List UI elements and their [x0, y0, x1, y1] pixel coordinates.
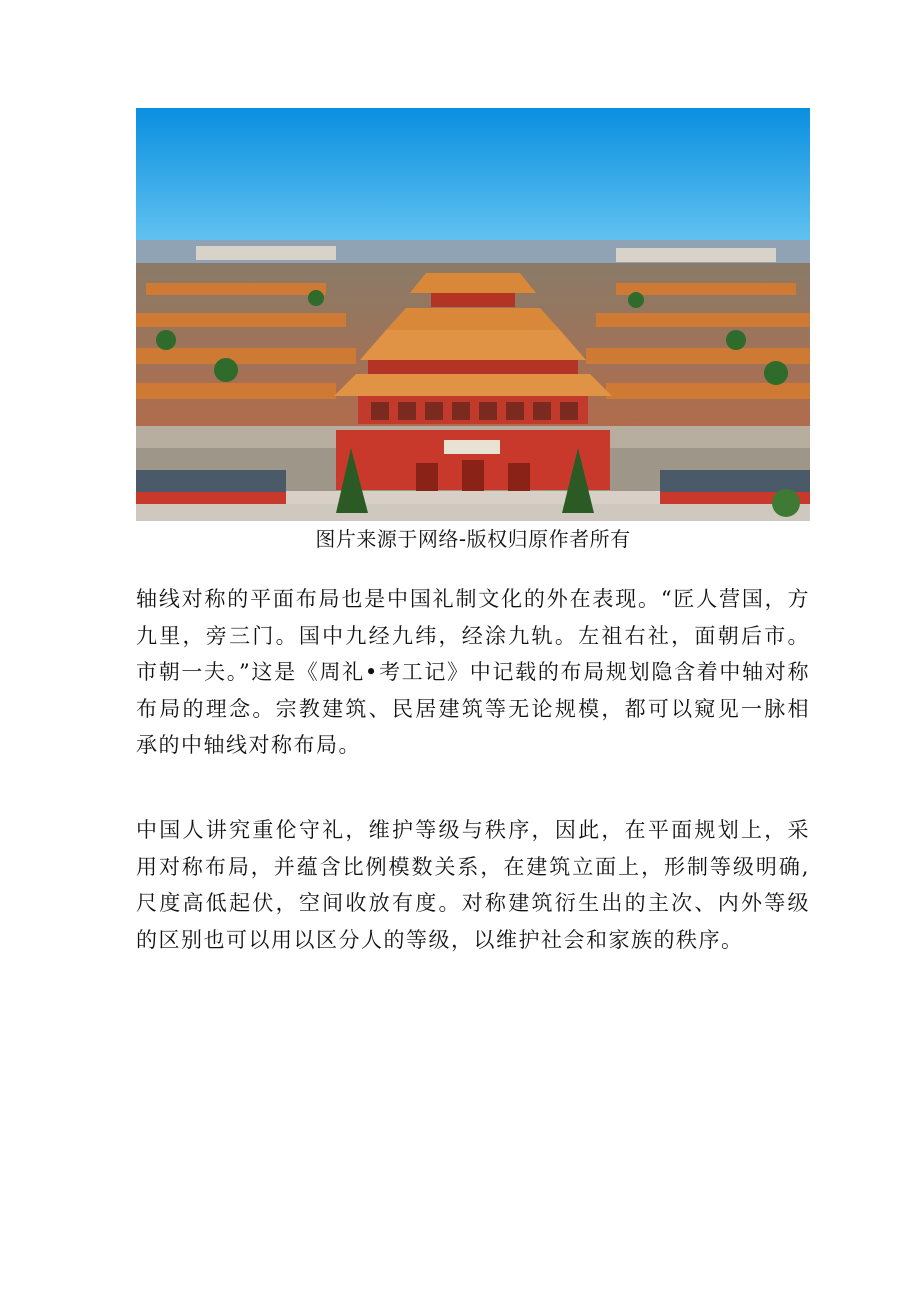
- forbidden-city-photo: [136, 108, 810, 521]
- gate-plaque: [444, 440, 500, 454]
- sky: [136, 108, 810, 258]
- paragraph-axis-symmetry: 轴线对称的平面布局也是中国礼制文化的外在表现。“匠人营国，方九里，旁三门。国中九经九纬，经涂九轨。左祖右社，面朝后市。市朝一夫。”这是《周礼•考工记》中记载的布局规划隐含着中轴对称布局的理念。宗教建筑、民居建筑等无论规模，都可以窥见一脉相承的中轴线对称布局。: [136, 587, 810, 757]
- paragraph-ritual-order: 中国人讲究重伦守礼，维护等级与秩序，因此，在平面规划上，采用对称布局，并蕴含比例模数关系，在建筑立面上，形制等级明确,尺度高低起伏，空间收放有度。对称建筑衍生出的主次、内外等级的区别也可以用以区分人的等级，以维护社会和家族的秩序。: [136, 818, 810, 952]
- figure-caption: 图片来源于网络-版权归原作者所有: [315, 527, 631, 551]
- meridian-gate: [334, 330, 612, 424]
